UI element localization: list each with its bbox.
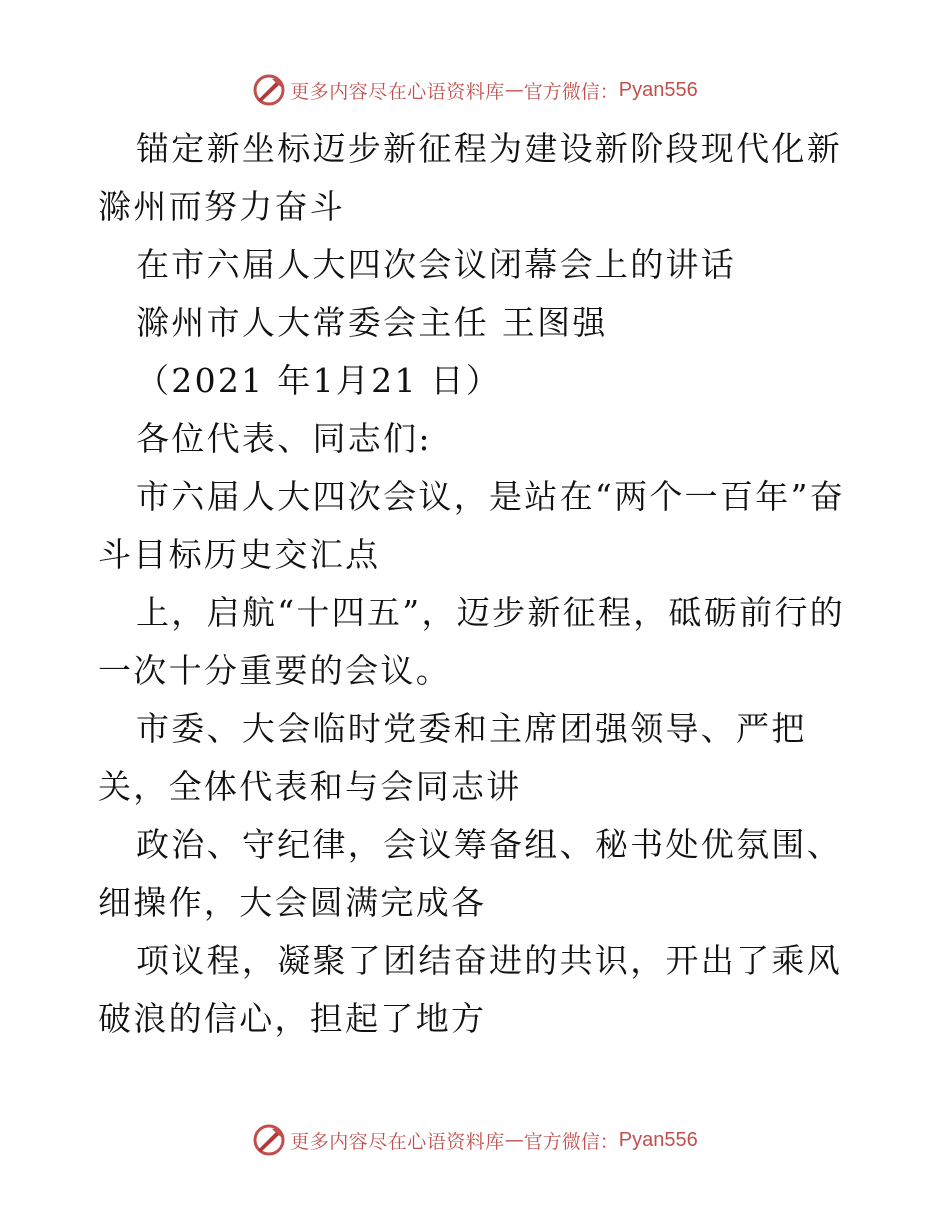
document-body: [98, 120, 858, 1048]
body-paragraph: 市委、大会临时党委和主席团强领导、严把关，全体代表和与会同志讲: [98, 709, 807, 806]
body-paragraph: 政治、守纪律，会议筹备组、秘书处优氛围、细操作，大会圆满完成各: [98, 825, 842, 922]
banner-separator: —: [504, 79, 524, 101]
footer-banner: [0, 1120, 950, 1160]
banner-slogan: 更多内容尽在心语资料库: [290, 1130, 505, 1153]
footer-banner-content: [252, 1123, 698, 1157]
body-paragraph: 项议程，凝聚了团结奋进的共识，开出了乘风破浪的信心，担起了地方: [98, 941, 842, 1038]
banner-separator: —: [504, 1129, 524, 1151]
body-paragraph: 市六届人大四次会议，是站在“两个一百年”奋斗目标历史交汇点: [98, 477, 846, 574]
document-subtitle: 在市六届人大四次会议闭幕会上的讲话: [136, 245, 737, 284]
document-salutation: 各位代表、同志们:: [136, 419, 432, 458]
header-banner-content: [252, 73, 698, 107]
body-paragraph: 上，启航“十四五”，迈步新征程，砥砺前行的一次十分重要的会议。: [98, 593, 846, 690]
document-date: （2021 年1月21 日）: [136, 361, 502, 400]
banner-wechat-id: Pyan556: [618, 78, 698, 101]
banner-wechat-label: 官方微信：: [523, 80, 619, 103]
document-speaker: 滁州市人大常委会主任 王图强: [136, 303, 608, 342]
banner-wechat-label: 官方微信：: [523, 1130, 619, 1153]
header-banner: [0, 70, 950, 110]
banner-wechat-id: Pyan556: [618, 1128, 698, 1151]
quill-logo-icon: [252, 1123, 286, 1157]
banner-slogan: 更多内容尽在心语资料库: [290, 80, 505, 103]
quill-logo-icon: [252, 73, 286, 107]
document-title: 锚定新坐标迈步新征程为建设新阶段现代化新滁州而努力奋斗: [98, 129, 842, 226]
